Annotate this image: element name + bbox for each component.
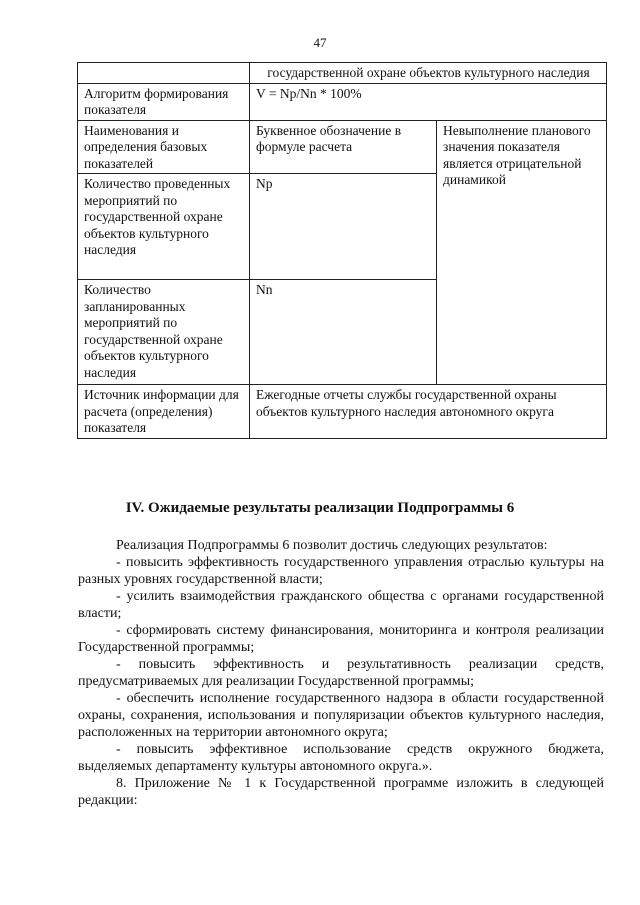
list-item: - повысить эффективность государственного управления отраслью культуры на разных уровнях государственной власти; xyxy=(78,555,604,587)
section-title: IV. Ожидаемые результаты реализации Подпрограммы 6 xyxy=(125,500,515,516)
conducted-events-symbol: Np xyxy=(250,174,437,280)
table-row xyxy=(78,120,607,174)
source-value: Ежегодные отчеты службы государственной охраны объектов культурного наследия автономного округа xyxy=(250,385,607,439)
indicator-note: Невыполнение планового значения показателя является отрицательной динамикой xyxy=(437,120,607,385)
table-cell-empty xyxy=(78,63,250,84)
source-label: Источник информации для расчета (определения) показателя xyxy=(78,385,250,439)
planned-events-label: Количество запланированных мероприятий по государственной охране объектов культурного наследия xyxy=(78,280,250,385)
list-item: - усилить взаимодействия гражданского общества с органами государственной власти; xyxy=(78,589,604,621)
closing-paragraph: 8. Приложение № 1 к Государственной программе изложить в следующей редакции: xyxy=(78,776,604,808)
table-row xyxy=(78,385,607,439)
table-cell-continuation: государственной охране объектов культурного наследия xyxy=(250,63,607,84)
conducted-events-label: Количество проведенных мероприятий по государственной охране объектов культурного наследия xyxy=(78,174,250,280)
formula: V = Np/Nn * 100% xyxy=(250,83,607,120)
list-item: - повысить эффективное использование средств окружного бюджета, выделяемых департаменту культуры автономного округа.». xyxy=(78,742,604,774)
indicator-table xyxy=(77,62,607,439)
planned-events-symbol: Nn xyxy=(250,280,437,385)
list-item: - обеспечить исполнение государственного надзора в области государственной охраны, сохранения, использования и популяризации объектов культурного наследия, расположенных на территории автономного округа; xyxy=(78,691,604,740)
table-row xyxy=(78,83,607,120)
letter-designation-label: Буквенное обозначение в формуле расчета xyxy=(250,120,437,174)
list-item: - сформировать систему финансирования, мониторинга и контроля реализации Государственной программы; xyxy=(78,623,604,655)
intro-paragraph: Реализация Подпрограммы 6 позволит достичь следующих результатов: xyxy=(116,538,548,553)
table-row xyxy=(78,63,607,84)
page-number: 47 xyxy=(313,35,327,50)
algorithm-label: Алгоритм формирования показателя xyxy=(78,83,250,120)
base-indicators-label: Наименования и определения базовых показателей xyxy=(78,120,250,174)
list-item: - повысить эффективность и результативность реализации средств, предусматриваемых для реализации Государственной программы; xyxy=(78,657,604,689)
section-body xyxy=(78,537,604,809)
